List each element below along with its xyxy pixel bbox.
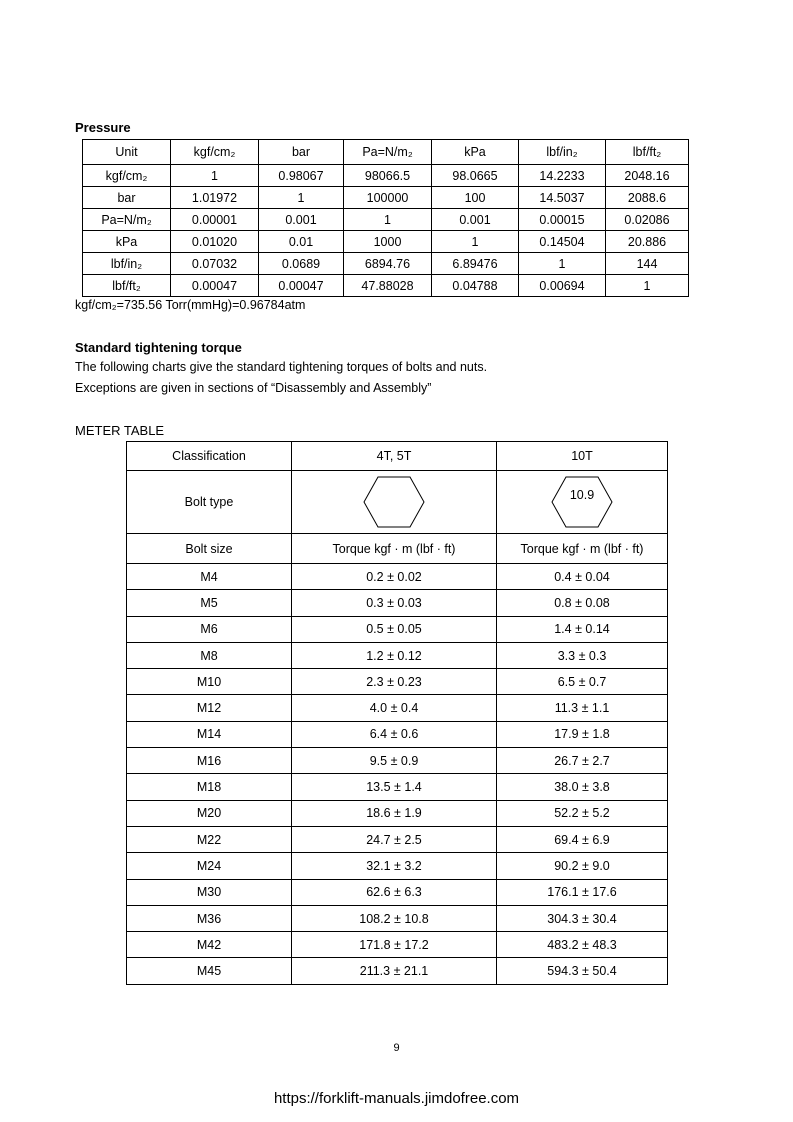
table-row — [127, 932, 668, 958]
table-row — [127, 826, 668, 852]
column-header: kgf/cm₂ — [171, 140, 259, 165]
torque-4t-cell: 18.6 ± 1.9 — [292, 800, 497, 826]
table-row — [83, 253, 689, 275]
bolt-size-cell: M20 — [127, 800, 292, 826]
table-cell: 1 — [432, 231, 519, 253]
table-cell: 98066.5 — [344, 165, 432, 187]
table-header-row — [127, 442, 668, 471]
hex-bolt-10-9-icon — [550, 475, 614, 529]
bolt-size-cell: M36 — [127, 905, 292, 931]
bolt-grade-mark: 10.9 — [569, 488, 595, 502]
bolt-size-header-row — [127, 534, 668, 564]
class-10t-header: 10T — [497, 442, 668, 471]
torque-10t-cell: 1.4 ± 0.14 — [497, 616, 668, 642]
table-row — [127, 905, 668, 931]
bolt-size-cell: M14 — [127, 721, 292, 747]
table-cell: 100 — [432, 187, 519, 209]
torque-10t-cell: 69.4 ± 6.9 — [497, 826, 668, 852]
torque-10t-cell: 594.3 ± 50.4 — [497, 958, 668, 984]
bolt-size-cell: M10 — [127, 669, 292, 695]
torque-4t-cell: 0.5 ± 0.05 — [292, 616, 497, 642]
table-cell: 1.01972 — [171, 187, 259, 209]
bolt-size-cell: M45 — [127, 958, 292, 984]
table-cell: 20.886 — [606, 231, 689, 253]
table-cell: 0.001 — [259, 209, 344, 231]
torque-10t-cell: 0.8 ± 0.08 — [497, 590, 668, 616]
torque-10t-cell: 3.3 ± 0.3 — [497, 642, 668, 668]
table-cell: 14.2233 — [519, 165, 606, 187]
column-header: lbf/in₂ — [519, 140, 606, 165]
torque-10t-cell: 304.3 ± 30.4 — [497, 905, 668, 931]
torque-4t-cell: 2.3 ± 0.23 — [292, 669, 497, 695]
table-row — [127, 616, 668, 642]
table-row — [83, 275, 689, 297]
torque-4t-cell: 13.5 ± 1.4 — [292, 774, 497, 800]
table-row — [127, 564, 668, 590]
torque-4t-cell: 4.0 ± 0.4 — [292, 695, 497, 721]
torque-header-4t: Torque kgf · m (lbf · ft) — [292, 534, 497, 564]
table-row — [127, 669, 668, 695]
bolt-size-cell: M12 — [127, 695, 292, 721]
table-cell: 0.01020 — [171, 231, 259, 253]
torque-10t-cell: 90.2 ± 9.0 — [497, 853, 668, 879]
table-cell: 2048.16 — [606, 165, 689, 187]
table-cell: 14.5037 — [519, 187, 606, 209]
torque-4t-cell: 6.4 ± 0.6 — [292, 721, 497, 747]
table-cell: 0.01 — [259, 231, 344, 253]
table-cell: 2088.6 — [606, 187, 689, 209]
table-cell: 6894.76 — [344, 253, 432, 275]
bolt-size-cell: M18 — [127, 774, 292, 800]
column-header: Unit — [83, 140, 171, 165]
column-header: Pa=N/m₂ — [344, 140, 432, 165]
bolt-type-label: Bolt type — [127, 471, 292, 534]
table-cell: kPa — [83, 231, 171, 253]
table-row — [127, 774, 668, 800]
torque-4t-cell: 32.1 ± 3.2 — [292, 853, 497, 879]
table-cell: 0.00694 — [519, 275, 606, 297]
meter-table-title: METER TABLE — [75, 423, 165, 438]
table-cell: Pa=N/m₂ — [83, 209, 171, 231]
bolt-size-cell: M22 — [127, 826, 292, 852]
table-row — [83, 165, 689, 187]
table-cell: 0.00047 — [259, 275, 344, 297]
table-cell: 0.00015 — [519, 209, 606, 231]
pressure-table — [82, 139, 689, 297]
torque-10t-cell: 11.3 ± 1.1 — [497, 695, 668, 721]
meter-table — [126, 441, 668, 985]
torque-4t-cell: 108.2 ± 10.8 — [292, 905, 497, 931]
torque-10t-cell: 17.9 ± 1.8 — [497, 721, 668, 747]
table-row — [127, 721, 668, 747]
bolt-size-cell: M6 — [127, 616, 292, 642]
torque-4t-cell: 0.3 ± 0.03 — [292, 590, 497, 616]
torque-description-1: The following charts give the standard tightening torques of bolts and nuts. — [75, 360, 488, 374]
pressure-title: Pressure — [75, 120, 131, 135]
torque-4t-cell: 1.2 ± 0.12 — [292, 642, 497, 668]
table-row — [127, 853, 668, 879]
table-cell: 0.00047 — [171, 275, 259, 297]
table-cell: 1 — [171, 165, 259, 187]
table-cell: 0.00001 — [171, 209, 259, 231]
column-header: lbf/ft₂ — [606, 140, 689, 165]
table-cell: 0.07032 — [171, 253, 259, 275]
table-row — [127, 958, 668, 984]
table-cell: kgf/cm₂ — [83, 165, 171, 187]
table-cell: 1 — [519, 253, 606, 275]
hex-bolt-icon — [362, 475, 426, 529]
table-cell: 0.14504 — [519, 231, 606, 253]
table-row — [83, 231, 689, 253]
torque-4t-cell: 0.2 ± 0.02 — [292, 564, 497, 590]
table-cell: 0.04788 — [432, 275, 519, 297]
torque-4t-cell: 9.5 ± 0.9 — [292, 748, 497, 774]
bolt-type-row — [127, 471, 668, 534]
torque-4t-cell: 62.6 ± 6.3 — [292, 879, 497, 905]
table-cell: lbf/in₂ — [83, 253, 171, 275]
table-cell: 1000 — [344, 231, 432, 253]
class-4t-5t-header: 4T, 5T — [292, 442, 497, 471]
torque-4t-cell: 211.3 ± 21.1 — [292, 958, 497, 984]
torque-10t-cell: 483.2 ± 48.3 — [497, 932, 668, 958]
torque-10t-cell: 52.2 ± 5.2 — [497, 800, 668, 826]
bolt-size-cell: M8 — [127, 642, 292, 668]
table-cell: 1 — [606, 275, 689, 297]
table-cell: bar — [83, 187, 171, 209]
table-cell: 100000 — [344, 187, 432, 209]
table-row — [83, 187, 689, 209]
column-header: kPa — [432, 140, 519, 165]
table-row — [83, 209, 689, 231]
table-row — [127, 642, 668, 668]
table-cell: lbf/ft₂ — [83, 275, 171, 297]
page-number: 9 — [393, 1042, 400, 1054]
table-cell: 0.001 — [432, 209, 519, 231]
footer-url: https://forklift-manuals.jimdofree.com — [273, 1090, 520, 1107]
table-row — [127, 748, 668, 774]
table-cell: 47.88028 — [344, 275, 432, 297]
torque-10t-cell: 0.4 ± 0.04 — [497, 564, 668, 590]
torque-4t-cell: 24.7 ± 2.5 — [292, 826, 497, 852]
table-row — [127, 695, 668, 721]
bolt-size-header: Bolt size — [127, 534, 292, 564]
table-cell: 98.0665 — [432, 165, 519, 187]
bolt-size-cell: M5 — [127, 590, 292, 616]
bolt-size-cell: M16 — [127, 748, 292, 774]
table-cell: 0.98067 — [259, 165, 344, 187]
torque-4t-cell: 171.8 ± 17.2 — [292, 932, 497, 958]
classification-header: Classification — [127, 442, 292, 471]
bolt-size-cell: M30 — [127, 879, 292, 905]
table-cell: 6.89476 — [432, 253, 519, 275]
bolt-size-cell: M42 — [127, 932, 292, 958]
torque-description-2: Exceptions are given in sections of “Disassembly and Assembly” — [75, 381, 432, 395]
table-row — [127, 879, 668, 905]
torque-title: Standard tightening torque — [75, 340, 242, 355]
table-header-row — [83, 140, 689, 165]
bolt-size-cell: M24 — [127, 853, 292, 879]
torque-10t-cell: 6.5 ± 0.7 — [497, 669, 668, 695]
table-row — [127, 590, 668, 616]
table-cell: 144 — [606, 253, 689, 275]
table-cell: 1 — [344, 209, 432, 231]
torque-10t-cell: 38.0 ± 3.8 — [497, 774, 668, 800]
torque-10t-cell: 26.7 ± 2.7 — [497, 748, 668, 774]
table-cell: 0.0689 — [259, 253, 344, 275]
bolt-size-cell: M4 — [127, 564, 292, 590]
torque-10t-cell: 176.1 ± 17.6 — [497, 879, 668, 905]
torque-header-10t: Torque kgf · m (lbf · ft) — [497, 534, 668, 564]
pressure-note: kgf/cm₂=735.56 Torr(mmHg)=0.96784atm — [75, 298, 306, 312]
column-header: bar — [259, 140, 344, 165]
table-row — [127, 800, 668, 826]
table-cell: 0.02086 — [606, 209, 689, 231]
table-cell: 1 — [259, 187, 344, 209]
